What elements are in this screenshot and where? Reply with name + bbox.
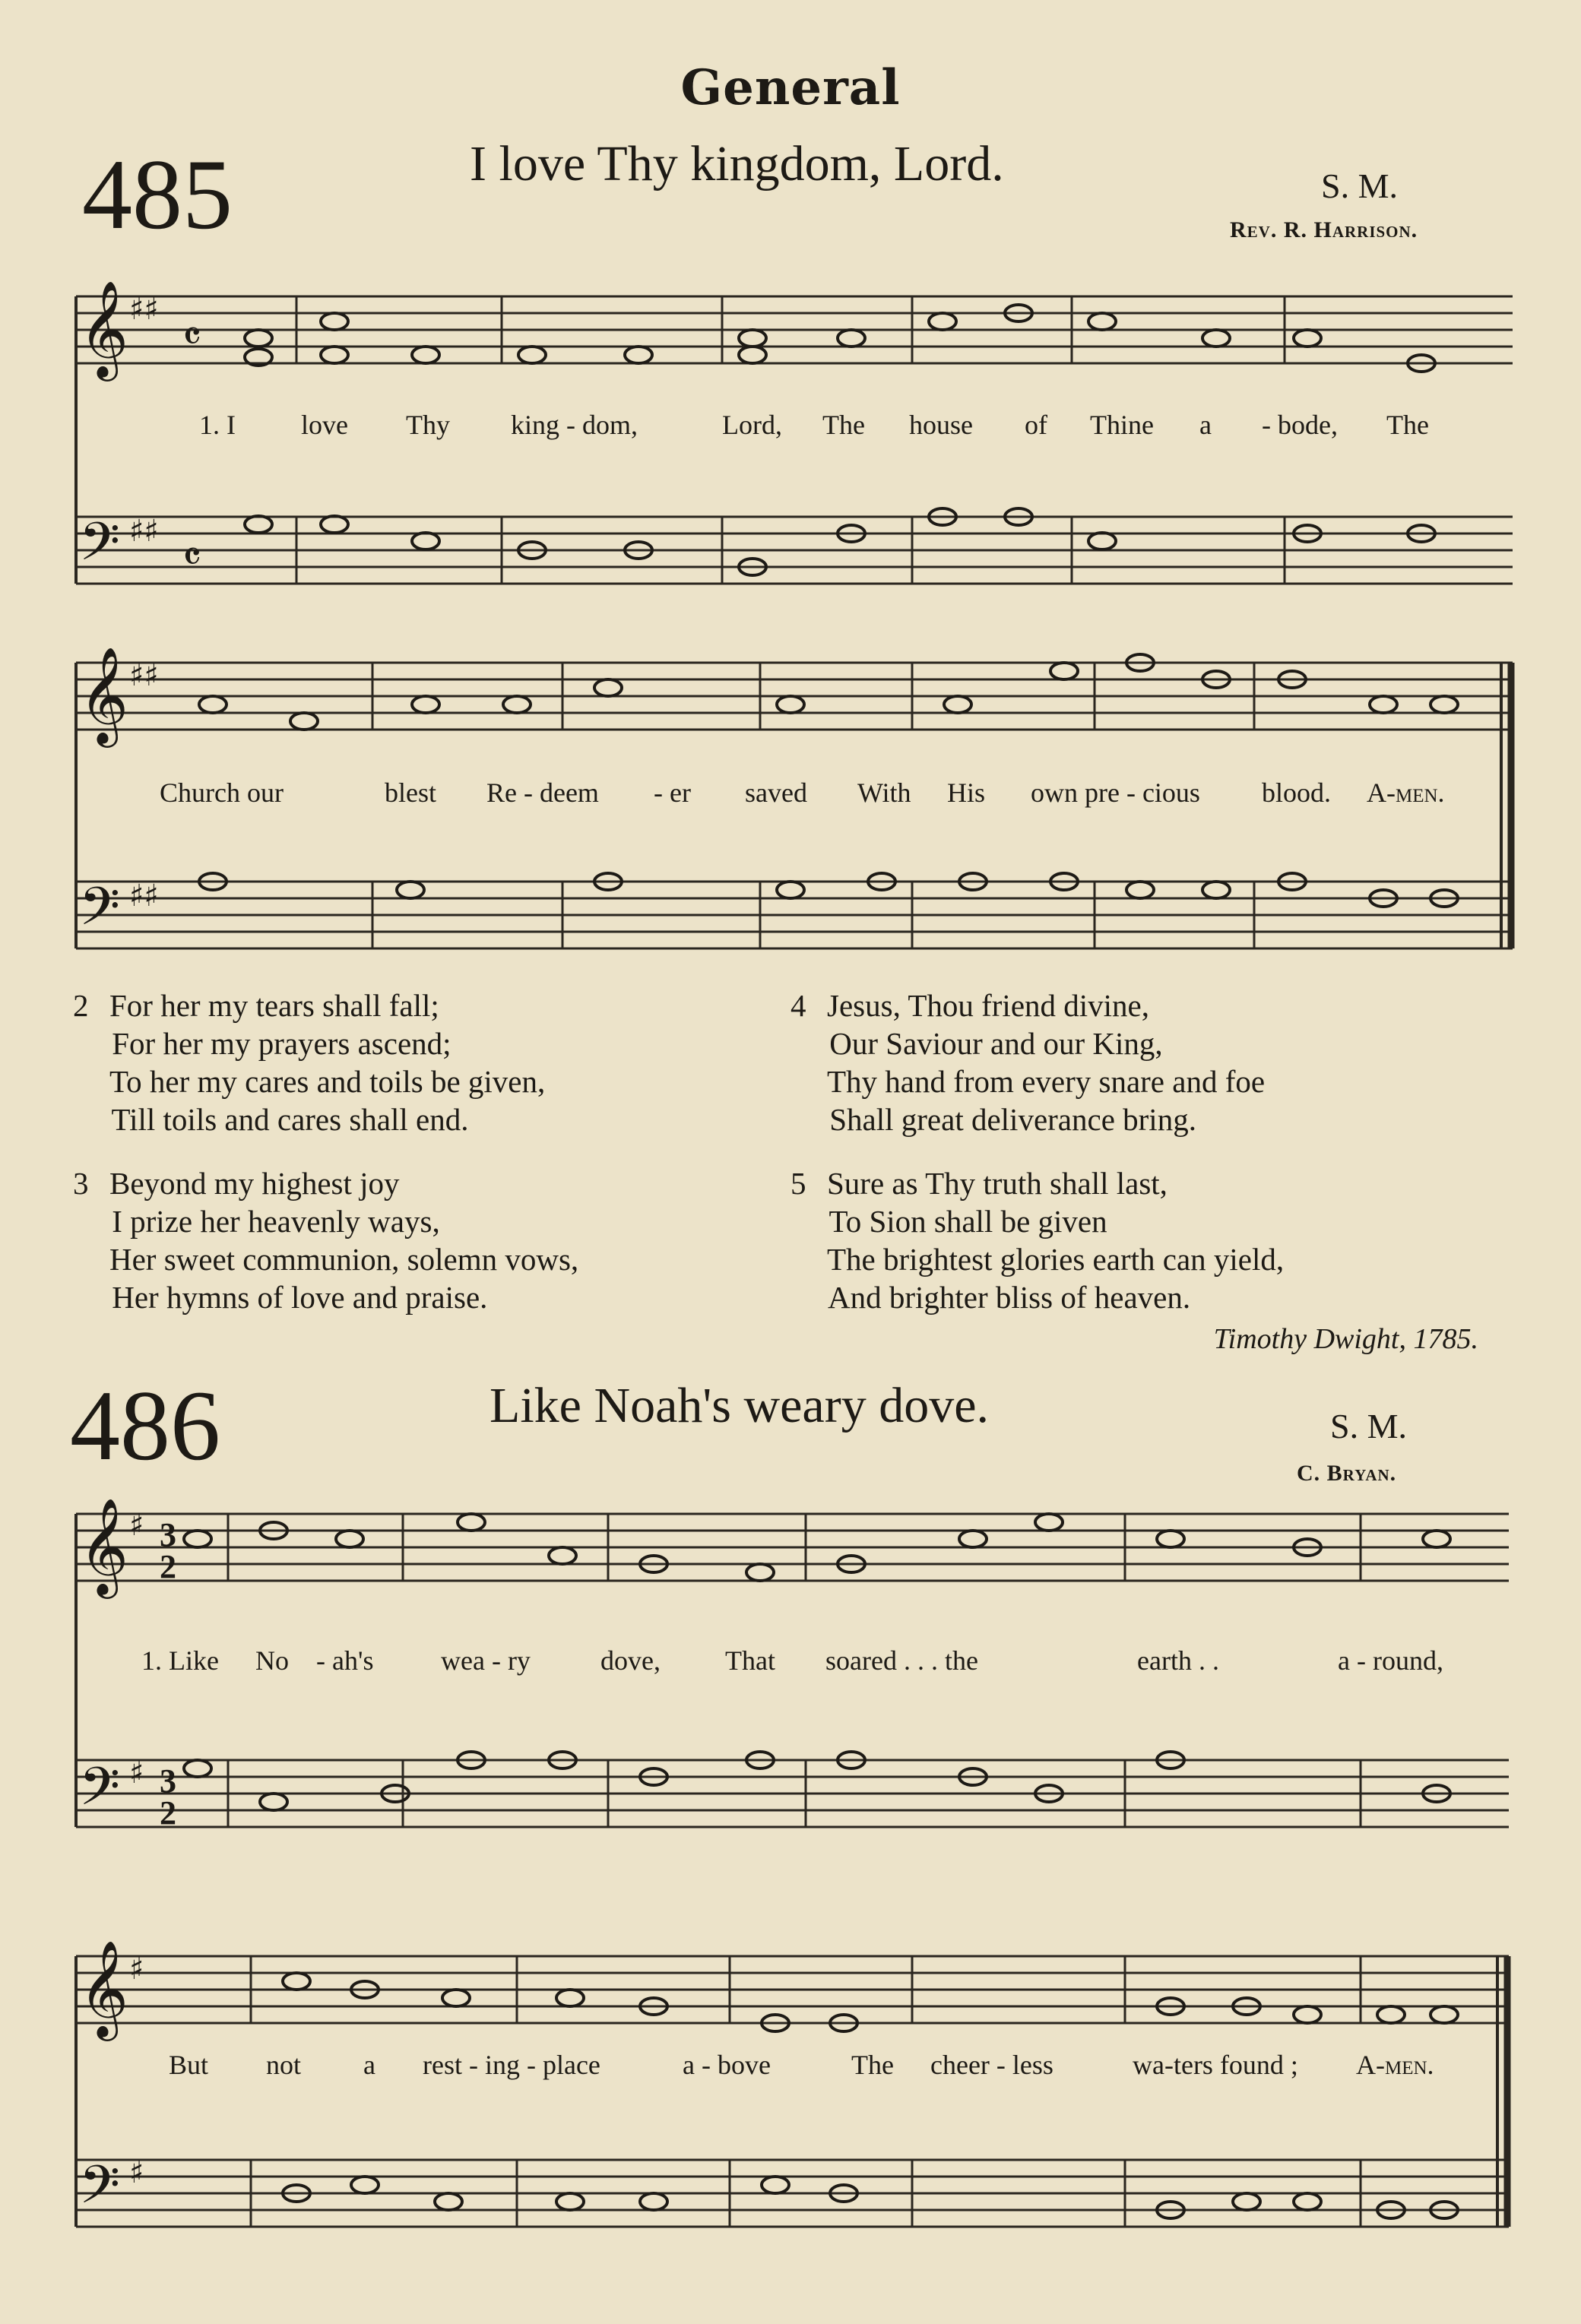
- verse-line: Till toils and cares shall end.: [111, 1102, 469, 1137]
- lyric-syllable: own pre - cious: [1031, 777, 1200, 808]
- verse-line: To her my cares and toils be given,: [109, 1064, 546, 1099]
- lyric-syllable: Thy: [406, 410, 450, 440]
- lyric-syllable: His: [947, 777, 986, 808]
- hymn-title: I love Thy kingdom, Lord.: [470, 136, 1004, 192]
- verse-line: And brighter bliss of heaven.: [828, 1280, 1191, 1315]
- lyric-syllable: But: [169, 2050, 209, 2080]
- svg-text:𝄞: 𝄞: [79, 1939, 129, 2037]
- verse-line: Her hymns of love and praise.: [112, 1280, 488, 1315]
- verse-line: Our Saviour and our King,: [829, 1026, 1163, 1061]
- lyric-syllable: wea - ry: [441, 1645, 531, 1676]
- lyric-syllable: Thine: [1090, 410, 1154, 440]
- svg-text:2: 2: [160, 1794, 176, 1832]
- svg-text:𝄞: 𝄞: [79, 646, 129, 743]
- verse-number: 2: [73, 988, 89, 1023]
- verse-number: 4: [790, 988, 806, 1023]
- staff-treble: [76, 296, 1513, 363]
- lyric-syllable: a - bove: [683, 2050, 771, 2080]
- svg-text:𝄢: 𝄢: [79, 2154, 121, 2228]
- lyric-syllable: rest - ing - place: [423, 2050, 600, 2080]
- verse-line: I prize her heavenly ways,: [112, 1204, 440, 1239]
- lyric-syllable: - er: [654, 777, 691, 808]
- lyric-syllable: dove,: [600, 1645, 661, 1676]
- lyric-syllable: cheer - less: [930, 2050, 1053, 2080]
- lyric-syllable: earth . .: [1137, 1645, 1219, 1676]
- hymn-composer: C. Bryan.: [1297, 1461, 1397, 1486]
- lyric-syllable: love: [301, 410, 348, 440]
- svg-text:♯: ♯: [129, 1756, 144, 1790]
- hymn-title: Like Noah's weary dove.: [490, 1378, 990, 1433]
- svg-text:♯♯: ♯♯: [129, 658, 159, 693]
- lyric-syllable: house: [909, 410, 973, 440]
- svg-text:𝄞: 𝄞: [79, 1497, 129, 1594]
- lyric-amen: A-men.: [1356, 2050, 1434, 2080]
- verse-line: For her my prayers ascend;: [112, 1026, 451, 1061]
- svg-text:𝄢: 𝄢: [79, 875, 121, 950]
- svg-text:♯: ♯: [129, 2155, 144, 2190]
- lyric-syllable: With: [857, 777, 911, 808]
- verse-number: 5: [790, 1166, 806, 1201]
- lyric-syllable: The: [851, 2050, 894, 2080]
- lyric-syllable: No: [255, 1645, 289, 1676]
- svg-text:𝄢: 𝄢: [79, 1756, 121, 1830]
- svg-text:𝄞: 𝄞: [79, 280, 129, 377]
- lyric-syllable: Re - deem: [486, 777, 599, 808]
- lyric-syllable: a: [363, 2050, 375, 2080]
- svg-text:♯: ♯: [129, 1508, 144, 1543]
- lyric-syllable: The: [1386, 410, 1429, 440]
- lyric-syllable: of: [1025, 410, 1047, 440]
- verse-line: Sure as Thy truth shall last,: [827, 1166, 1168, 1201]
- verse-line: Jesus, Thou friend divine,: [827, 988, 1149, 1023]
- lyric-syllable: blood.: [1262, 777, 1332, 808]
- hymn-author: Timothy Dwight, 1785.: [1213, 1323, 1478, 1355]
- lyric-syllable: The: [822, 410, 865, 440]
- lyric-syllable: saved: [745, 777, 807, 808]
- lyric-syllable: king - dom,: [511, 410, 638, 440]
- hymn-meter: S. M.: [1330, 1407, 1407, 1445]
- lyric-syllable: soared . . . the: [825, 1645, 978, 1676]
- verse-line: For her my tears shall fall;: [109, 988, 439, 1023]
- svg-text:♯♯: ♯♯: [129, 292, 159, 327]
- section-heading: General: [680, 59, 901, 116]
- lyric-syllable: - bode,: [1262, 410, 1338, 440]
- lyric-syllable: a - round,: [1338, 1645, 1443, 1676]
- verse-line: To Sion shall be given: [829, 1204, 1107, 1239]
- lyric-syllable: a: [1199, 410, 1212, 440]
- verse-3: [73, 1164, 578, 1316]
- verse-line: Shall great deliverance bring.: [829, 1102, 1196, 1137]
- svg-text:𝄴: 𝄴: [182, 312, 202, 362]
- svg-text:2: 2: [160, 1548, 176, 1585]
- svg-text:♯♯: ♯♯: [129, 879, 159, 913]
- hymn-composer: Rev. R. Harrison.: [1230, 217, 1418, 242]
- svg-text:𝄴: 𝄴: [182, 533, 202, 582]
- verse-5: [790, 1164, 1284, 1316]
- svg-text:♯: ♯: [129, 1952, 144, 1987]
- svg-text:3: 3: [160, 1516, 176, 1553]
- verse-number: 3: [73, 1166, 89, 1201]
- lyric-syllable: not: [266, 2050, 302, 2080]
- lyric-syllable: 1. Like: [141, 1645, 219, 1676]
- svg-text:♯♯: ♯♯: [129, 514, 159, 549]
- svg-text:3: 3: [160, 1762, 176, 1800]
- verse-line: Her sweet communion, solemn vows,: [109, 1242, 579, 1277]
- lyric-syllable: Church our: [160, 777, 284, 808]
- verse-line: Beyond my highest joy: [109, 1166, 400, 1201]
- lyric-syllable: 1. I: [199, 410, 236, 440]
- lyric-syllable: - ah's: [316, 1645, 374, 1676]
- verse-2: [73, 986, 545, 1138]
- hymn-number: 485: [82, 138, 233, 250]
- lyric-syllable: blest: [385, 777, 436, 808]
- svg-text:𝄢: 𝄢: [79, 511, 121, 585]
- lyric-syllable: Lord,: [722, 410, 782, 440]
- verse-4: [790, 986, 1265, 1138]
- hymn-number: 486: [70, 1369, 220, 1481]
- lyric-amen: A-men.: [1367, 777, 1445, 808]
- verse-line: Thy hand from every snare and foe: [827, 1064, 1266, 1099]
- lyric-syllable: wa-ters found ;: [1133, 2050, 1298, 2080]
- hymn-meter: S. M.: [1321, 166, 1398, 205]
- lyric-syllable: That: [725, 1645, 775, 1676]
- verse-line: The brightest glories earth can yield,: [827, 1242, 1285, 1277]
